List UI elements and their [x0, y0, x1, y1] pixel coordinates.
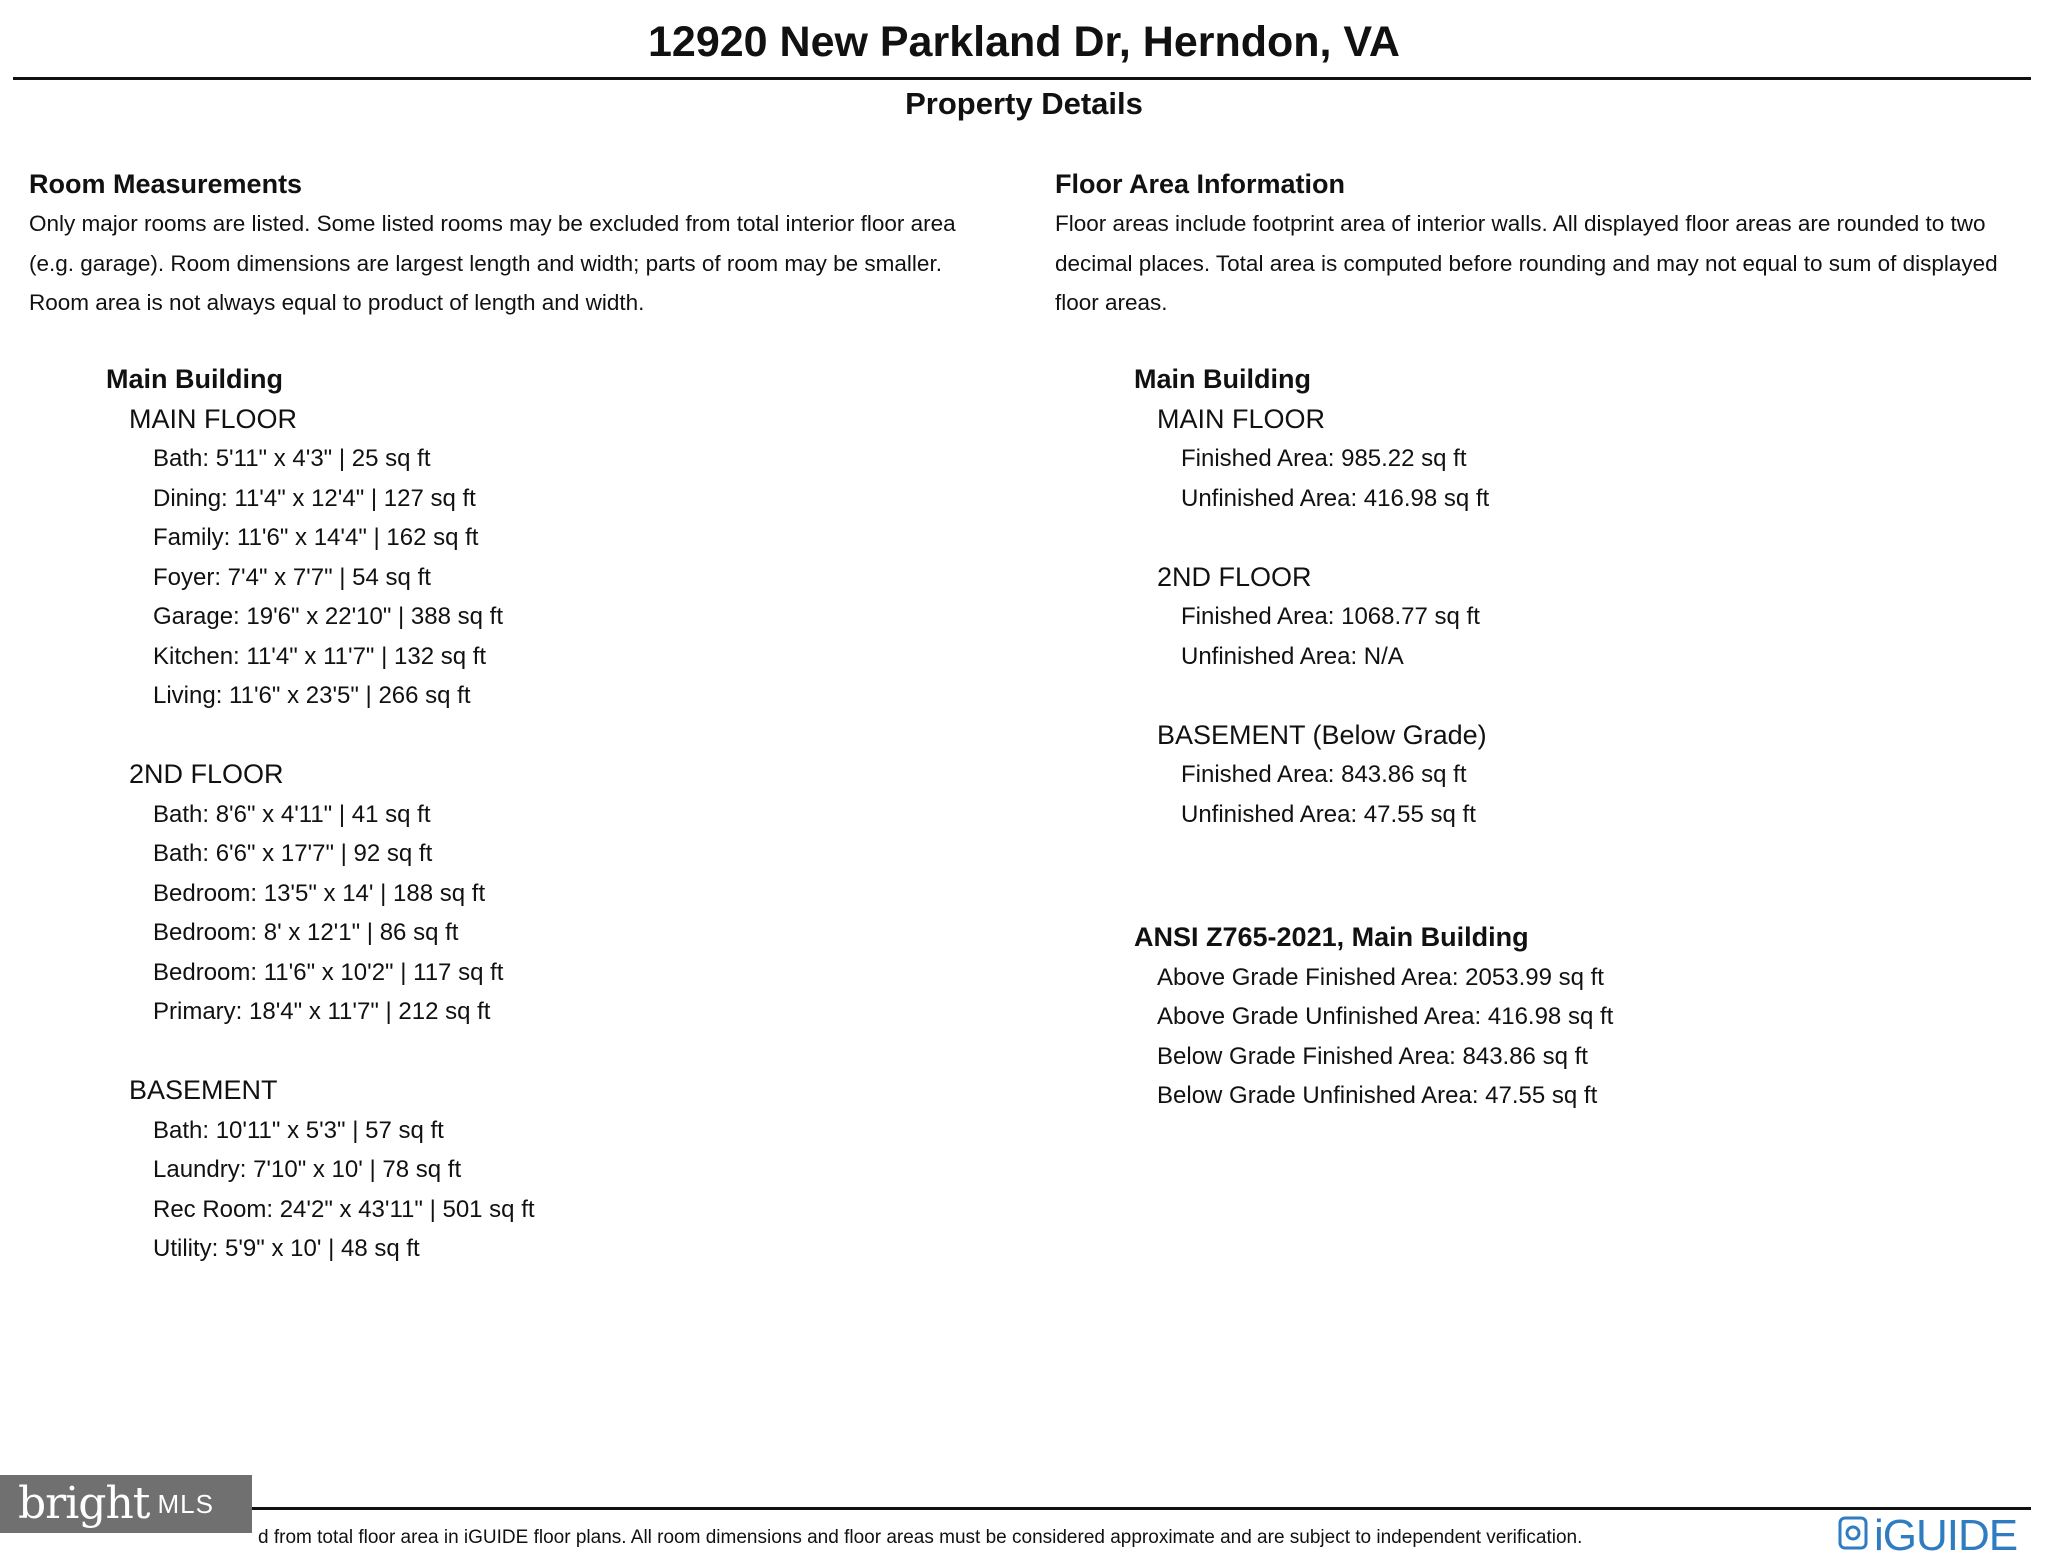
room-measurements-section [29, 164, 1029, 323]
floor-heading: 2ND FLOOR [1157, 561, 1312, 592]
page-title: 12920 New Parkland Dr, Herndon, VA [648, 18, 1400, 66]
iguide-logo-word: iGUIDE [1874, 1511, 2018, 1560]
floor-area-list [1134, 360, 1489, 834]
area-item: Finished Area: 843.86 sq ft [1181, 761, 1467, 788]
room-measurements-desc-line: (e.g. garage). Room dimensions are largest length and width; parts of room may be smaller. [29, 250, 942, 276]
iguide-camera-icon [1838, 1516, 1868, 1550]
area-item: Unfinished Area: 416.98 sq ft [1181, 484, 1490, 512]
ansi-summary [1134, 918, 1613, 1116]
room-measurements-desc-line: Room area is not always equal to product of length and width. [29, 290, 645, 315]
room-measurements-desc-line: Only major rooms are listed. Some listed rooms may be excluded from total interior floor area [29, 211, 956, 236]
room-item: Family: 11'6" x 14'4" | 162 sq ft [153, 524, 479, 551]
room-item: Rec Room: 24'2" x 43'11" | 501 sq ft [153, 1195, 535, 1223]
floor-heading: MAIN FLOOR [1157, 403, 1326, 434]
spacer [1134, 676, 1489, 716]
floor-area-desc-line: Floor areas include footprint area of interior walls. All displayed floor areas are rounded to two [1055, 211, 1986, 236]
room-item: Utility: 5'9" x 10' | 48 sq ft [153, 1235, 420, 1262]
floor-area-desc-line: decimal places. Total area is computed before rounding and may not equal to sum of displayed [1055, 250, 1998, 276]
floor-heading: BASEMENT (Below Grade) [1157, 719, 1487, 750]
floor-area-desc-line: floor areas. [1055, 290, 1168, 315]
floor-heading: BASEMENT [129, 1075, 278, 1105]
room-item: Bath: 10'11" x 5'3" | 57 sq ft [153, 1116, 444, 1144]
room-item: Bath: 5'11" x 4'3" | 25 sq ft [153, 445, 431, 472]
bright-logo-suffix: MLS [157, 1488, 214, 1519]
area-building-title: Main Building [1134, 364, 1311, 394]
room-item: Bedroom: 13'5" x 14' | 188 sq ft [153, 879, 486, 907]
ansi-item: Below Grade Finished Area: 843.86 sq ft [1157, 1042, 1588, 1070]
spacer [106, 716, 535, 756]
floor-heading: 2ND FLOOR [129, 759, 284, 789]
area-item: Finished Area: 985.22 sq ft [1181, 445, 1467, 472]
ansi-item: Above Grade Unfinished Area: 416.98 sq ft [1157, 1003, 1614, 1030]
room-item: Bath: 6'6" x 17'7" | 92 sq ft [153, 840, 433, 867]
spacer [106, 1032, 535, 1072]
floor-area-section [1055, 164, 2045, 323]
floor-area-heading: Floor Area Information [1055, 169, 1346, 199]
room-item: Bedroom: 11'6" x 10'2" | 117 sq ft [153, 958, 504, 986]
room-item: Living: 11'6" x 23'5" | 266 sq ft [153, 682, 471, 709]
room-item: Dining: 11'4" x 12'4" | 127 sq ft [153, 484, 476, 512]
footer-disclaimer: d from total floor area in iGUIDE floor plans. All room dimensions and floor areas must be considered approximate and are subject to independent verification. [258, 1527, 1583, 1548]
page-subtitle: Property Details [905, 86, 1143, 121]
iguide-logo [1838, 1511, 2018, 1560]
area-item: Unfinished Area: 47.55 sq ft [1181, 800, 1476, 828]
room-building-title: Main Building [106, 364, 283, 394]
area-item: Finished Area: 1068.77 sq ft [1181, 603, 1480, 630]
header-divider [13, 77, 2031, 80]
footer-divider [13, 1507, 2031, 1510]
bright-logo-word: bright [18, 1478, 150, 1529]
room-item: Foyer: 7'4" x 7'7" | 54 sq ft [153, 563, 431, 591]
room-item: Bath: 8'6" x 4'11" | 41 sq ft [153, 800, 431, 828]
room-item: Laundry: 7'10" x 10' | 78 sq ft [153, 1156, 462, 1183]
room-item: Garage: 19'6" x 22'10" | 388 sq ft [153, 603, 503, 630]
room-item: Bedroom: 8' x 12'1" | 86 sq ft [153, 919, 459, 946]
bright-mls-logo [0, 1475, 252, 1533]
room-measurements-heading: Room Measurements [29, 169, 303, 199]
ansi-item: Below Grade Unfinished Area: 47.55 sq ft [1157, 1082, 1598, 1109]
ansi-title: ANSI Z765-2021, Main Building [1134, 922, 1529, 952]
room-item: Kitchen: 11'4" x 11'7" | 132 sq ft [153, 642, 487, 670]
area-item: Unfinished Area: N/A [1181, 642, 1404, 670]
spacer [1134, 518, 1489, 558]
floor-heading: MAIN FLOOR [129, 403, 298, 434]
room-item: Primary: 18'4" x 11'7" | 212 sq ft [153, 998, 491, 1025]
ansi-item: Above Grade Finished Area: 2053.99 sq ft [1157, 963, 1604, 991]
room-list [106, 360, 535, 1269]
